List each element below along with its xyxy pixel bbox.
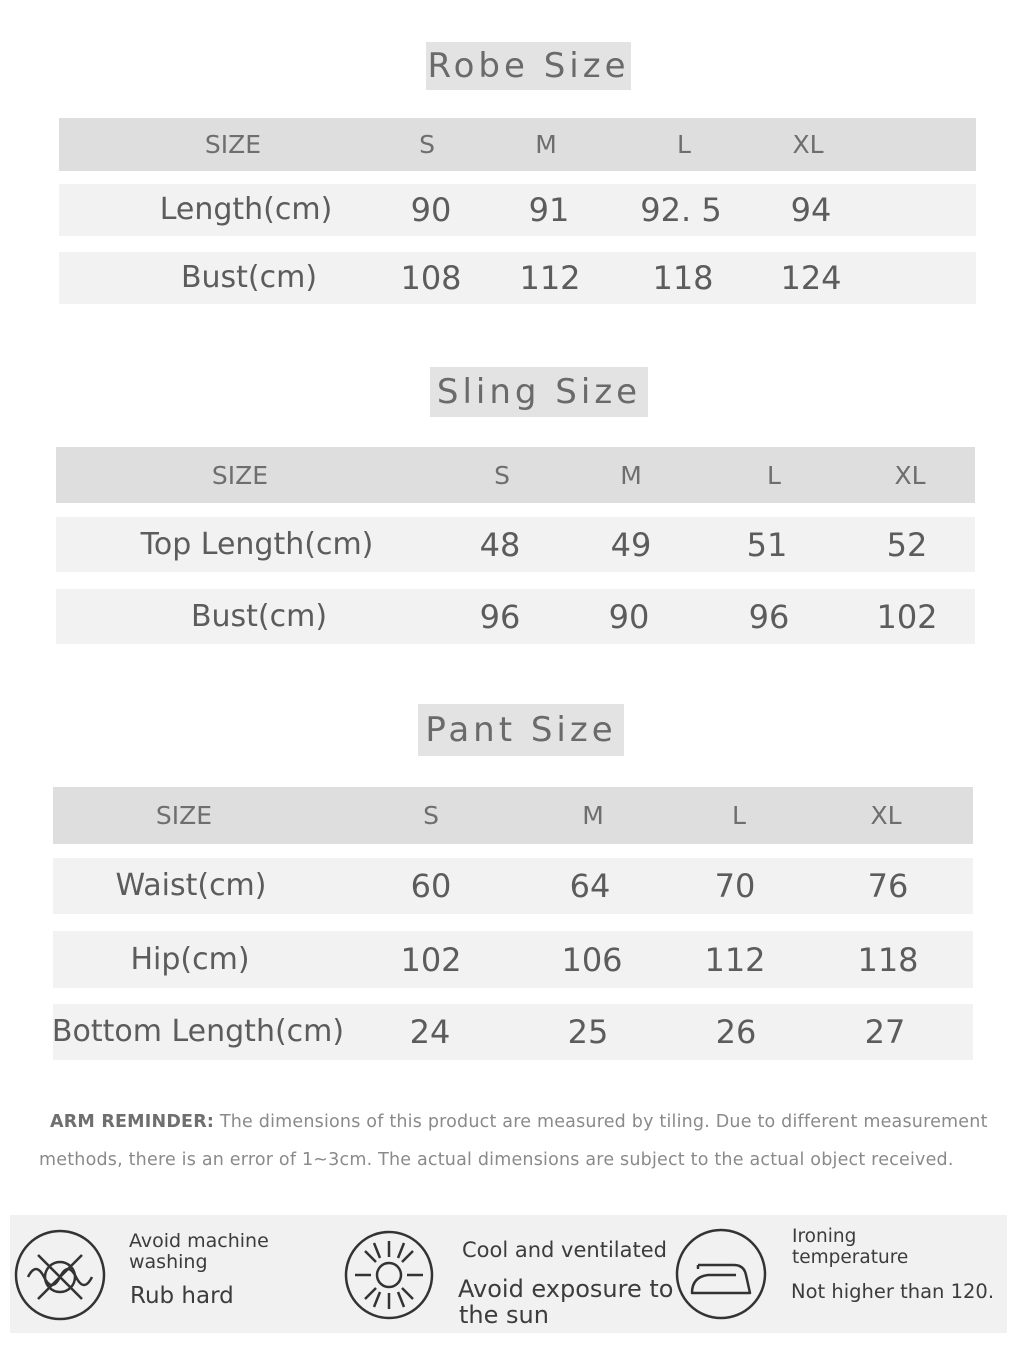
sling-top-length-label: Top Length(cm) [140, 526, 374, 562]
care-iron-line-2: temperature [792, 1247, 909, 1268]
sling-header-l: L [767, 460, 781, 490]
sling-header-s: S [494, 460, 510, 490]
care-iron-line-1: Ironing [792, 1226, 857, 1247]
robe-bust-xl: 124 [780, 259, 842, 297]
pant-header-l: L [732, 801, 746, 830]
sling-row-top-length [56, 517, 975, 572]
pant-waist-m: 64 [569, 867, 611, 905]
care-wash-line-1: Avoid machine [129, 1230, 269, 1252]
pant-header-row [53, 787, 973, 844]
pant-waist-s: 60 [410, 867, 452, 905]
sling-bust-label: Bust(cm) [190, 598, 328, 634]
pant-header-s: S [423, 801, 439, 830]
reminder-text-1: The dimensions of this product are measured by tiling. Due to different measurement [219, 1112, 988, 1132]
sling-top-length-l: 51 [746, 525, 788, 564]
pant-bottom-length-label: Bottom Length(cm) [51, 1014, 345, 1049]
sling-row-bust [56, 589, 975, 644]
care-sun-line-2: Avoid exposure to [458, 1275, 674, 1303]
pant-bottom-length-xl: 27 [864, 1013, 906, 1051]
pant-header-xl: XL [870, 801, 902, 830]
sling-top-length-xl: 52 [886, 525, 928, 564]
robe-size-title: Robe Size [426, 42, 631, 90]
pant-waist-xl: 76 [867, 867, 909, 905]
robe-bust-l: 118 [652, 259, 714, 297]
care-wash-line-3: Rub hard [130, 1283, 234, 1309]
robe-length-s: 90 [410, 191, 452, 229]
iron-icon [674, 1227, 768, 1321]
robe-bust-label: Bust(cm) [180, 260, 318, 295]
sling-top-length-s: 48 [479, 525, 521, 564]
robe-row-length [59, 184, 976, 236]
reminder-line-1 [50, 1112, 988, 1132]
reminder-line-2: methods, there is an error of 1~3cm. The actual dimensions are subject to the actual object received. [39, 1150, 954, 1170]
robe-header-l: L [677, 130, 691, 159]
robe-length-label: Length(cm) [159, 192, 333, 227]
robe-header-size: SIZE [204, 130, 262, 159]
robe-header-xl: XL [792, 130, 824, 159]
pant-waist-l: 70 [714, 867, 756, 905]
pant-bottom-length-m: 25 [567, 1013, 609, 1051]
robe-bust-m: 112 [519, 259, 581, 297]
pant-hip-label: Hip(cm) [130, 941, 250, 977]
sling-header-row [56, 447, 975, 503]
sling-size-title: Sling Size [430, 367, 648, 417]
robe-header-row [59, 118, 976, 171]
care-iron-line-3: Not higher than 120. [791, 1280, 995, 1303]
robe-row-bust [59, 252, 976, 304]
care-wash-line-2: washing [129, 1251, 208, 1273]
reminder-label: ARM REMINDER: [50, 1112, 215, 1132]
pant-hip-xl: 118 [857, 940, 919, 979]
pant-hip-s: 102 [400, 940, 462, 979]
care-sun-line-3: the sun [459, 1301, 549, 1329]
pant-bottom-length-l: 26 [715, 1013, 757, 1051]
no-machine-wash-icon [12, 1227, 108, 1323]
pant-row-waist [53, 858, 973, 914]
sun-icon [343, 1229, 435, 1321]
sling-bust-s: 96 [479, 597, 521, 636]
sling-top-length-m: 49 [610, 525, 652, 564]
pant-header-size: SIZE [155, 801, 213, 830]
pant-row-hip [53, 931, 973, 988]
pant-row-bottom-length [53, 1004, 973, 1060]
pant-size-title: Pant Size [418, 704, 624, 756]
sling-header-size: SIZE [211, 460, 269, 490]
robe-length-l: 92. 5 [640, 191, 722, 229]
sling-bust-xl: 102 [876, 597, 938, 636]
robe-length-xl: 94 [790, 191, 832, 229]
sling-header-m: M [620, 460, 642, 490]
pant-header-m: M [582, 801, 604, 830]
sling-bust-m: 90 [608, 597, 650, 636]
robe-length-m: 91 [528, 191, 570, 229]
pant-waist-label: Waist(cm) [115, 868, 267, 903]
pant-hip-l: 112 [704, 940, 766, 979]
pant-bottom-length-s: 24 [409, 1013, 451, 1051]
pant-hip-m: 106 [561, 940, 623, 979]
sling-bust-l: 96 [748, 597, 790, 636]
care-instructions-band [10, 1215, 1007, 1333]
robe-header-m: M [535, 130, 557, 159]
sling-header-xl: XL [894, 460, 926, 490]
care-sun-line-1: Cool and ventilated [462, 1238, 667, 1262]
robe-bust-s: 108 [400, 259, 462, 297]
robe-header-s: S [419, 130, 435, 159]
